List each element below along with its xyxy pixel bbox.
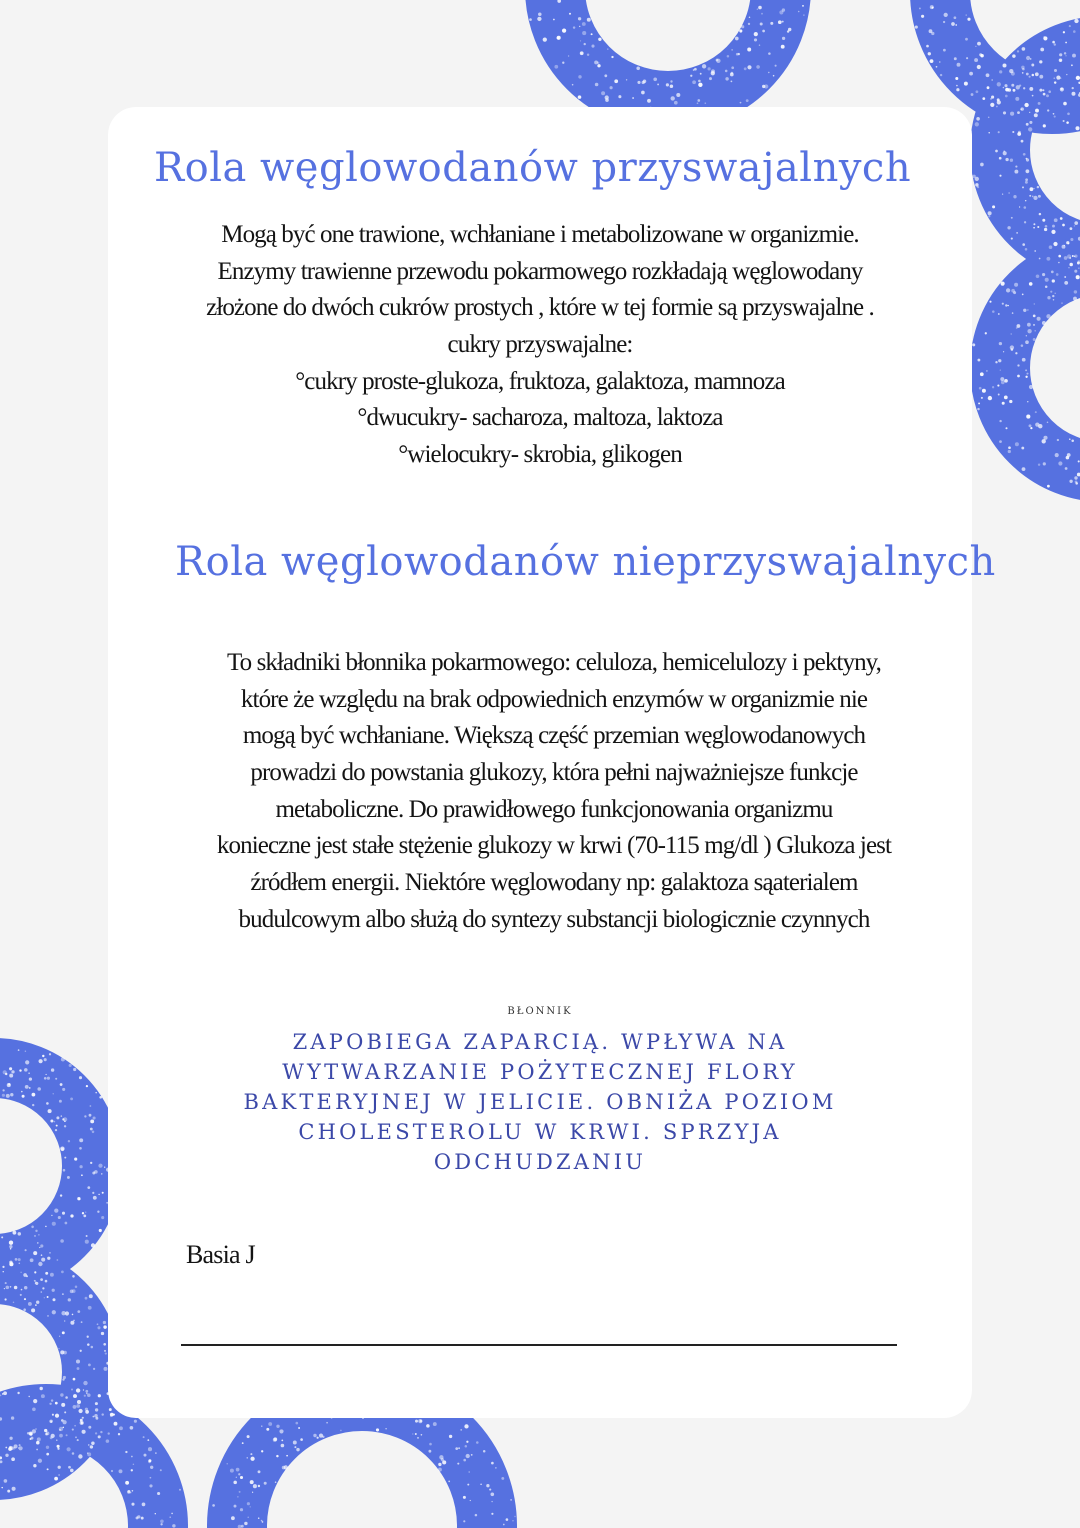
fiber-line: CHOLESTEROLU W KRWI. SPRZYJA — [298, 1120, 782, 1144]
arc-right-2 — [1000, 264, 1080, 472]
paragraph-line: Mogą być one trawione, wchłaniane i metabolizowane w organizmie. — [221, 221, 859, 248]
paragraph-line: cukry przyswajalne: — [447, 331, 633, 359]
paragraph-line: które że względu na brak odpowiednich enzymów w organizmie nie — [240, 685, 868, 713]
list-item: °dwucukry- sacharoza, maltoza, laktoza — [357, 404, 723, 432]
paragraph-line: mogą być wchłaniane. Większą część przemian węglowodanowych — [242, 722, 866, 750]
arc-left-1 — [0, 1068, 92, 1264]
fiber-label: BŁONNIK — [507, 1006, 573, 1017]
paragraph-line: To składniki błonnika pokarmowego: celuloza, hemicelulozy i pektyny, — [227, 649, 881, 676]
fiber-line: BAKTERYJNEJ W JELICIE. OBNIŻA POZIOM — [243, 1090, 837, 1114]
paragraph-line: budulcowym albo służą do syntezy substancji biologicznie czynnych — [238, 905, 870, 933]
paragraph-line: prowadzi do powstania glukozy, która pełni najważniejsze funkcje — [250, 759, 858, 787]
author-signature: Basia J — [186, 1240, 255, 1269]
paragraph-line: złożone do dwóch cukrów prostych , które w tej formie są przyswajalne . — [206, 294, 874, 322]
section2-title: Rola węglowodanów nieprzyswajalnych — [175, 539, 996, 585]
section1-title: Rola węglowodanów przyswajalnych — [154, 145, 912, 191]
paragraph-line: Enzymy trawienne przewodu pokarmowego rozkładają węglowodany — [217, 257, 863, 285]
section1-paragraph — [138, 217, 942, 474]
section2-paragraph — [154, 645, 954, 939]
paragraph-line: konieczne jest stałe stężenie glukozy w krwi (70-115 mg/dl ) Glukoza jest — [216, 832, 892, 860]
signature-line — [181, 1344, 897, 1346]
list-item: °cukry proste-glukoza, fruktoza, galaktoza, mamnoza — [295, 367, 785, 395]
list-item: °wielocukry- skrobia, glikogen — [398, 441, 682, 469]
content-card — [108, 107, 996, 1418]
paragraph-line: metaboliczne. Do prawidłowego funkcjonowania organizmu — [275, 795, 833, 823]
fiber-line: WYTWARZANIE POŻYTECZNEJ FLORY — [282, 1060, 798, 1084]
fiber-line: ODCHUDZANIU — [433, 1150, 647, 1174]
paragraph-line: źródłem energii. Niektóre węglowodany np: galaktoza sąaterialem — [250, 869, 858, 897]
fiber-description — [190, 1027, 890, 1177]
fiber-line: ZAPOBIEGA ZAPARCIĄ. WPŁYWA NA — [292, 1030, 788, 1054]
ring-bottom-center — [237, 1401, 487, 1528]
